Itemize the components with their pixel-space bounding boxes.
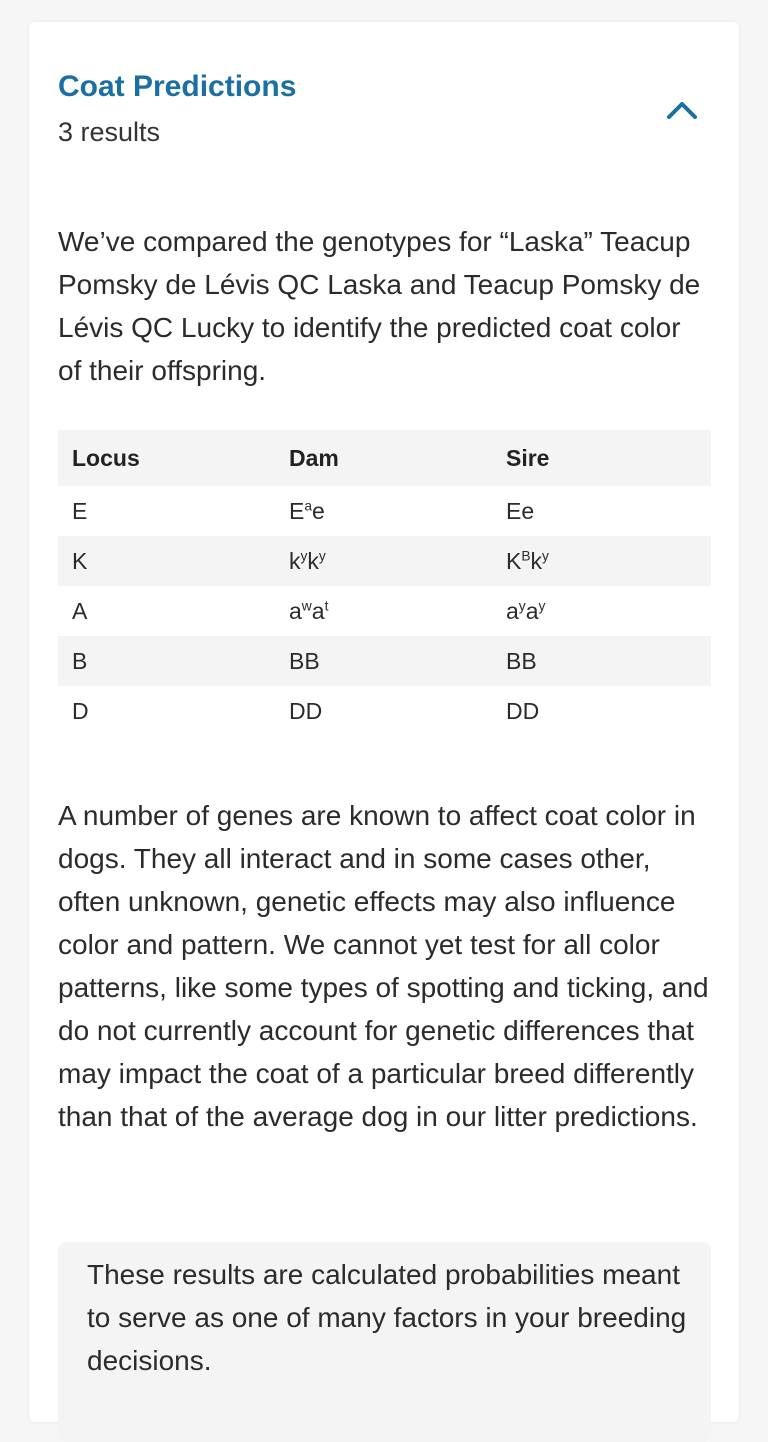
disclaimer-box	[58, 1242, 711, 1442]
allele-superscript: y	[318, 547, 326, 563]
allele-superscript: a	[304, 497, 313, 513]
section-title: Coat Predictions	[58, 70, 297, 103]
disclaimer-text: These results are calculated probabilities meant to serve as one of many factors in your breeding decisions.	[87, 1259, 687, 1376]
locus-header: Locus	[58, 430, 275, 486]
allele-superscript: y	[538, 597, 546, 613]
allele: e	[312, 497, 325, 524]
sire-header: Sire	[492, 430, 711, 486]
dam-genotype-cell	[275, 586, 492, 636]
locus-cell: E	[72, 497, 88, 524]
sire-genotype-cell	[492, 486, 711, 536]
allele: k	[530, 547, 543, 574]
allele-superscript: t	[324, 597, 329, 613]
allele: k	[307, 547, 319, 574]
allele: D	[522, 697, 540, 724]
genotype-table	[58, 430, 711, 736]
sire-genotype-cell	[492, 536, 711, 586]
dam-genotype-cell	[275, 686, 492, 736]
allele: E	[289, 497, 305, 524]
chevron-up-icon[interactable]	[665, 96, 699, 122]
allele: D	[289, 697, 306, 724]
dam-genotype-cell	[275, 486, 492, 536]
allele: K	[506, 547, 522, 574]
allele: e	[521, 497, 535, 524]
allele: B	[304, 647, 320, 674]
locus-cell: D	[72, 697, 89, 724]
section-header[interactable]	[58, 68, 698, 150]
table-row	[58, 536, 711, 586]
intro-text: We’ve compared the genotypes for “Laska” Teacup Pomsky de Lévis QC Laska and Teacup Pomsky de Lévis QC Lucky to identify the predicted coat color of their offspring.	[58, 226, 701, 386]
locus-cell: A	[72, 597, 88, 624]
allele-superscript: y	[300, 547, 308, 563]
dam-header: Dam	[275, 430, 492, 486]
allele-superscript: y	[542, 547, 549, 563]
allele: a	[506, 597, 519, 624]
locus-cell: K	[58, 536, 275, 586]
table-row	[58, 586, 711, 636]
allele: a	[525, 597, 539, 624]
allele: D	[506, 697, 523, 724]
result-count: 3 results	[58, 117, 161, 147]
allele: a	[311, 597, 325, 624]
allele-superscript: B	[521, 547, 531, 563]
locus-cell: B	[58, 636, 275, 686]
allele: a	[289, 597, 302, 624]
table-header-row	[58, 430, 711, 486]
allele-superscript: y	[518, 597, 526, 613]
allele: B	[521, 647, 537, 674]
allele: B	[289, 647, 305, 674]
allele-superscript: w	[301, 597, 312, 613]
allele: D	[305, 697, 323, 724]
allele: k	[289, 547, 301, 574]
sire-genotype-cell	[492, 586, 711, 636]
allele: E	[506, 497, 522, 524]
coat-predictions-card	[29, 22, 739, 1422]
table-row	[58, 636, 711, 686]
dam-genotype-cell	[275, 536, 492, 586]
table-row	[58, 486, 711, 536]
sire-genotype-cell	[492, 686, 711, 736]
coat-color-explanation: A number of genes are known to affect coat color in dogs. They all interact and in some cases other, often unknown, genetic effects may also influence color and pattern. We cannot yet test for all color patterns, like some types of spotting and ticking, and do not currently account for genetic differences that may impact the coat of a particular breed differently than that of the average dog in our litter predictions.	[58, 800, 709, 1132]
table-row	[58, 686, 711, 736]
sire-genotype-cell	[492, 636, 711, 686]
dam-genotype-cell	[275, 636, 492, 686]
allele: B	[506, 647, 522, 674]
